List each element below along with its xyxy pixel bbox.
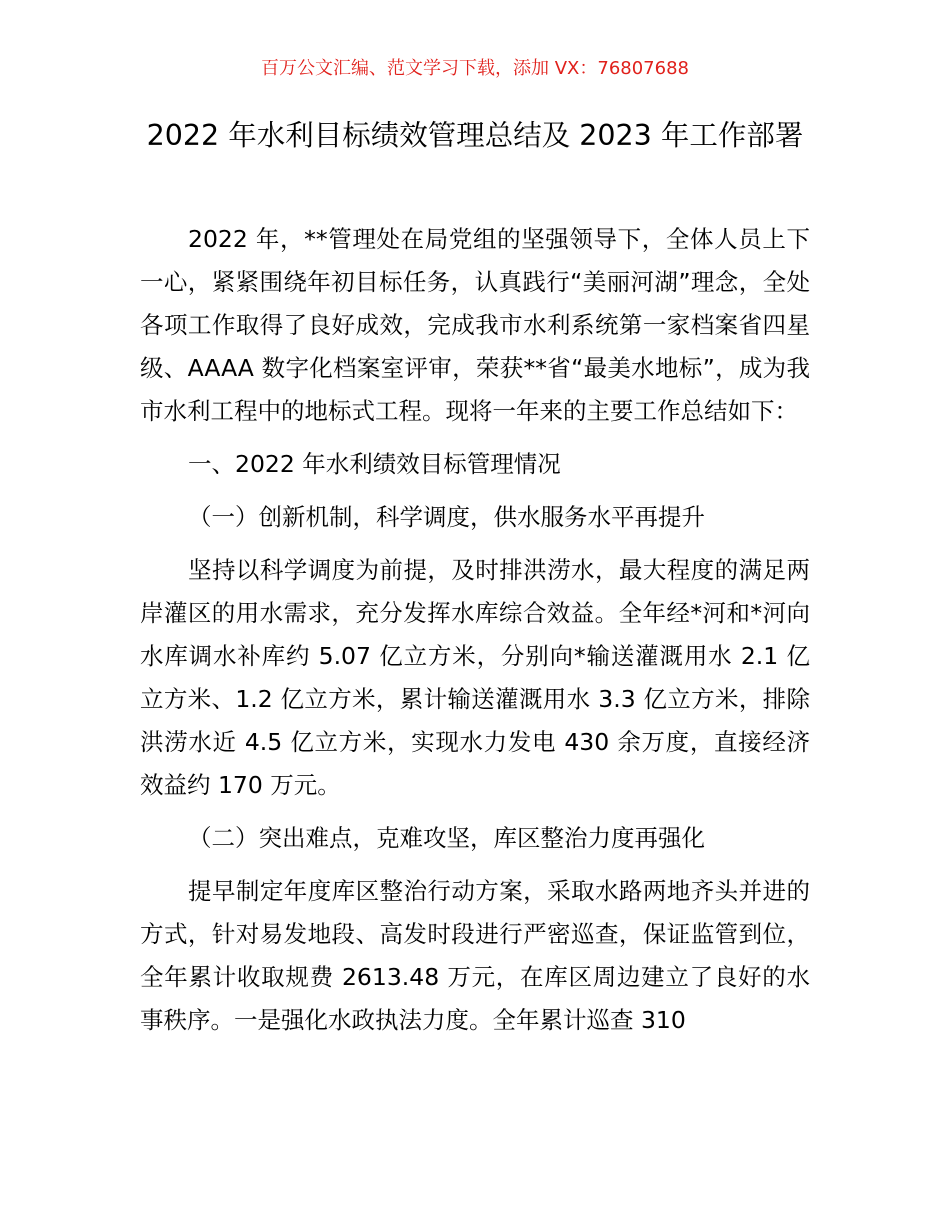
document-title: 2022 年水利目标绩效管理总结及 2023 年工作部署 [146, 119, 804, 152]
subsection-heading-1: （一）创新机制，科学调度，供水服务水平再提升 [188, 503, 705, 531]
header-banner: 百万公文汇编、范文学习下载，添加 VX：76807688 [261, 58, 689, 79]
subsection-heading-2: （二）突出难点，克难攻坚，库区整治力度再强化 [188, 824, 705, 852]
section-heading: 一、2022 年水利绩效目标管理情况 [188, 450, 561, 478]
subsection-body-1: 坚持以科学调度为前提，及时排洪涝水，最大程度的满足两岸灌区的用水需求，充分发挥水库综合效益。全年经*河和*河向水库调水补库约 5.07 亿立方米，分别向*输送灌溉用水 2.1 亿立方米、1.2 亿立方米，累计输送灌溉用水 3.3 亿立方米，排除洪涝水近 4.5 亿立方米，实现水力发电 430 余万度，直接经济效益约 170 万元。 [140, 556, 810, 799]
subsection-body-2: 提早制定年度库区整治行动方案，采取水路两地齐头并进的方式，针对易发地段、高发时段进行严密巡查，保证监管到位，全年累计收取规费 2613.48 万元，在库区周边建立了良好的水事秩序。一是强化水政执法力度。全年累计巡查 310 [140, 877, 810, 1034]
intro-paragraph: 2022 年，**管理处在局党组的坚强领导下，全体人员上下一心，紧紧围绕年初目标任务，认真践行“美丽河湖”理念，全处各项工作取得了良好成效，完成我市水利系统第一家档案省四星级、AAAA 数字化档案室评审，荣获**省“最美水地标”，成为我市水利工程中的地标式工程。现将一年来的主要工作总结如下： [140, 225, 810, 425]
document-body [140, 218, 810, 1042]
